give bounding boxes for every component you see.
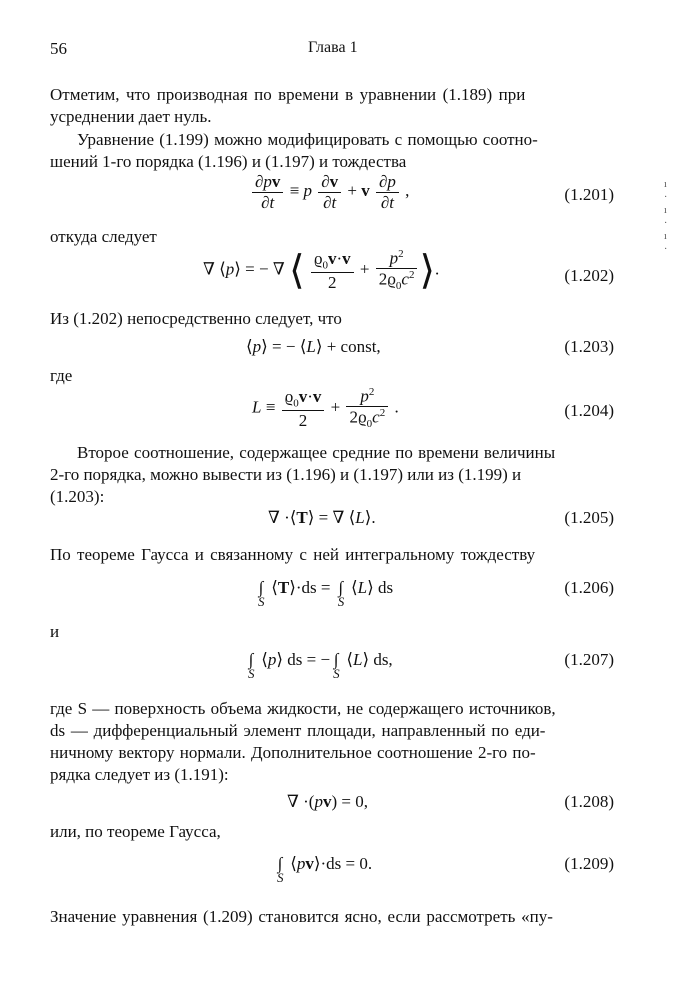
equation-1-203: ⟨p⟩ = − ⟨L⟩ + const, [246,337,381,356]
paragraph-line: ds — дифференциальный элемент площади, направленный по еди- [50,721,546,740]
paragraph-line: ничному вектору нормали. Дополнительное соотношение 2-го по- [50,743,536,762]
paragraph-line: и [50,622,60,641]
equation-number: (1.201) [564,185,614,204]
paragraph-line: откуда следует [50,227,157,246]
paragraph-line: где [50,366,73,385]
chapter-header: Глава 1 [308,39,358,56]
equation-1-202: ∇ ⟨p⟩ = − ∇ ⟨ $\frac{ϱ_0v\cdot v}{2}$ + $\frac{p^2}{2ϱ_0c^2}$ ⟩. [203,247,440,294]
paragraph-line: усреднении дает нуль. [50,107,212,126]
equation-1-201: $\frac{\partial pv}{\partial t}$ ≡ p $\frac{\partial v}{\partial t}$ + v $\frac{\partial p}{\partial t}$ , [250,172,409,212]
equation-number: (1.204) [564,401,614,420]
equation-1-205: ∇ ·⟨T⟩ = ∇ ⟨L⟩. [268,508,376,527]
equation-number: (1.207) [564,650,614,669]
paragraph-line: Уравнение (1.199) можно модифицировать с помощью соотно- [77,130,538,149]
equation-number: (1.203) [564,337,614,356]
equation-number: (1.209) [564,854,614,873]
paragraph-line: шений 1-го порядка (1.196) и (1.197) и тождества [50,152,407,171]
paragraph-line: (1.203): [50,487,105,506]
paragraph-line: или, по теореме Гаусса, [50,822,221,841]
paragraph-line: Из (1.202) непосредственно следует, что [50,309,342,328]
equation-1-208: ∇ ·(pv) = 0, [287,792,368,811]
equation-1-207: ∫ S ⟨p⟩ ds = − ∫ S ⟨L⟩ ds, [248,650,393,681]
page-number: 56 [50,39,67,58]
equation-number: (1.206) [564,578,614,597]
paragraph-line: Значение уравнения (1.209) становится ясно, если рассмотреть «пу- [50,907,553,926]
equation-1-209: ∫ S ⟨pv⟩·ds = 0. [277,854,373,885]
paragraph-line: рядка следует из (1.191): [50,765,229,784]
equation-number: (1.202) [564,266,614,285]
paragraph-line: По теореме Гаусса и связанному с ней интегральному тождеству [50,545,536,564]
margin-scan-marks: ı · ı · ı · [664,179,668,255]
paragraph-line: Второе соотношение, содержащее средние по времени величины [77,443,556,462]
equation-1-206: ∫ S ⟨T⟩·ds = ∫ S ⟨L⟩ ds [258,578,394,609]
paragraph-line: 2-го порядка, можно вывести из (1.196) и (1.197) или из (1.199) и [50,465,522,484]
paragraph-line: Отметим, что производная по времени в уравнении (1.189) при [50,85,526,104]
equation-number: (1.208) [564,792,614,811]
equation-number: (1.205) [564,508,614,527]
equation-1-204: L ≡ $\frac{ϱ_0v\cdot v}{2}$ + $\frac{p^2}{2ϱ_0c^2}$ . [252,386,399,431]
paragraph-line: где S — поверхность объема жидкости, не содержащего источников, [50,699,556,718]
